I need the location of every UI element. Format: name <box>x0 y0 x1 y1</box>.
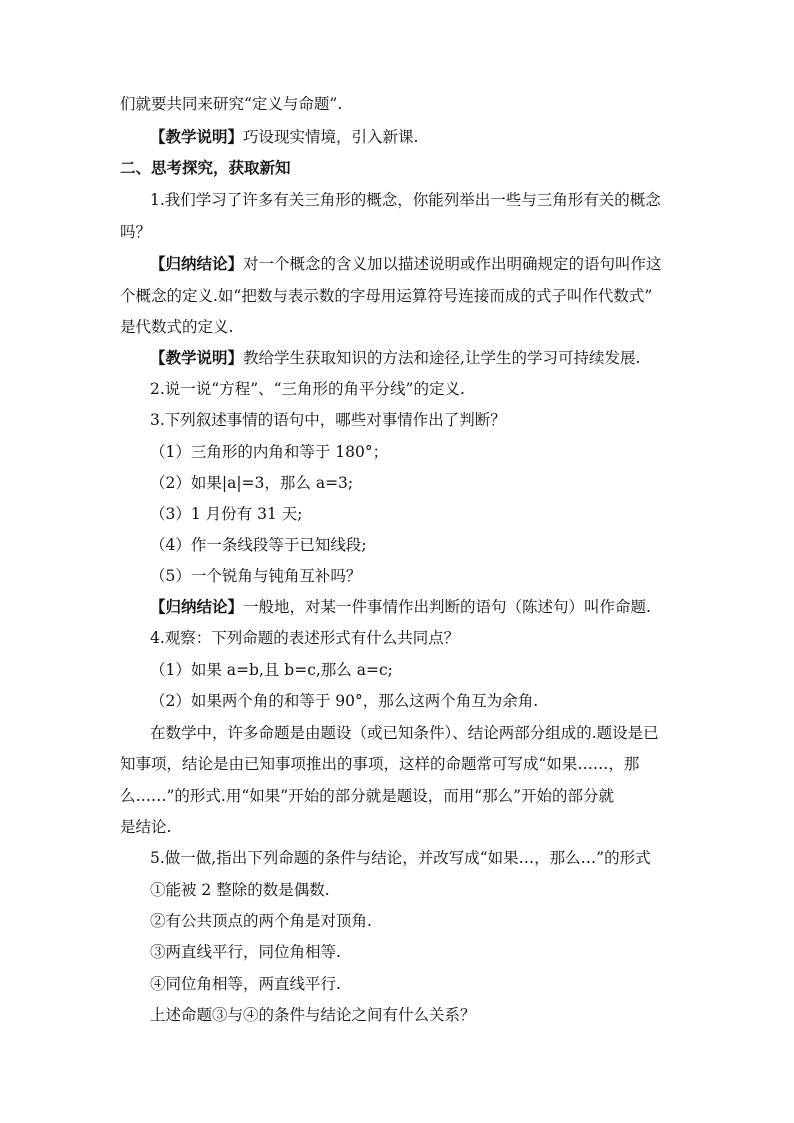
conclusion-text: 一般地，对某一件事情作出判断的语句（陈述句）叫作命题. <box>243 598 651 616</box>
question-1-line-1: 1.我们学习了许多有关三角形的概念，你能列举出一些与三角形有关的概念 <box>150 191 661 209</box>
question-2: 2.说一说“方程”、“三角形的角平分线”的定义. <box>150 380 465 398</box>
conclusion-2 <box>150 596 710 618</box>
section-2-title: 二、思考探究，获取新知 <box>120 158 291 177</box>
paragraph-line-4: 是结论. <box>120 818 172 836</box>
teaching-note-text: 教给学生获取知识的方法和途径,让学生的学习可持续发展. <box>243 349 641 367</box>
final-question: 上述命题③与④的条件与结论之间有什么关系？ <box>150 1006 476 1024</box>
q5-item-4: ④同位角相等，两直线平行. <box>150 975 341 993</box>
question-4: 4.观察：下列命题的表述形式有什么共同点？ <box>150 629 460 647</box>
teaching-note-2 <box>150 347 710 369</box>
q5-item-3: ③两直线平行，同位角相等. <box>150 943 341 961</box>
q3-item-5: （5）一个锐角与钝角互补吗？ <box>150 567 362 585</box>
q3-item-4: （4）作一条线段等于已知线段; <box>150 536 367 554</box>
intro-tail: 们就要共同来研究“定义与命题”. <box>120 95 343 113</box>
q3-item-1: （1）三角形的内角和等于 180°； <box>150 443 389 461</box>
conclusion-1-line-2: 个概念的定义.如“把数与表示数的字母用运算符号连接而成的式子叫作代数式” <box>120 287 653 305</box>
paragraph-line-2: 知事项，结论是由已知事项推出的事项，这样的命题常可写成“如果……，那 <box>120 755 640 773</box>
question-1-line-2: 吗？ <box>120 223 152 241</box>
question-5: 5.做一做,指出下列命题的条件与结论，并改写成“如果…，那么…”的形式 <box>150 849 651 867</box>
q4-item-2: （2）如果两个角的和等于 90°，那么这两个角互为余角. <box>150 692 539 710</box>
paragraph-line-1: 在数学中，许多命题是由题设（或已知条件）、结论两部分组成的.题设是已 <box>150 724 659 742</box>
conclusion-text: 对一个概念的含义加以描述说明或作出明确规定的语句叫作这 <box>243 255 662 273</box>
q3-item-3: （3）1 月份有 31 天; <box>150 505 303 523</box>
teaching-note-text: 巧设现实情境，引入新课. <box>243 128 419 146</box>
paragraph-line-3: 么……”的形式.用“如果”开始的部分就是题设，而用“那么”开始的部分就 <box>120 787 615 805</box>
q4-item-1: （1）如果 a=b,且 b=c,那么 a=c; <box>150 661 393 679</box>
conclusion-tag: 【归纳结论】 <box>150 254 244 273</box>
conclusion-1-line-3: 是代数式的定义. <box>120 318 234 336</box>
conclusion-tag: 【归纳结论】 <box>150 597 244 616</box>
teaching-note-tag: 【教学说明】 <box>150 127 244 146</box>
q5-item-1: ①能被 2 整除的数是偶数. <box>150 881 330 899</box>
q3-item-2: （2）如果|a|=3，那么 a=3; <box>150 474 354 492</box>
question-3: 3.下列叙述事情的语句中，哪些对事情作出了判断？ <box>150 411 506 429</box>
conclusion-1-line-1 <box>150 253 710 275</box>
teaching-note-tag: 【教学说明】 <box>150 348 244 367</box>
teaching-note-1 <box>150 126 710 148</box>
q5-item-2: ②有公共顶点的两个角是对顶角. <box>150 912 372 930</box>
